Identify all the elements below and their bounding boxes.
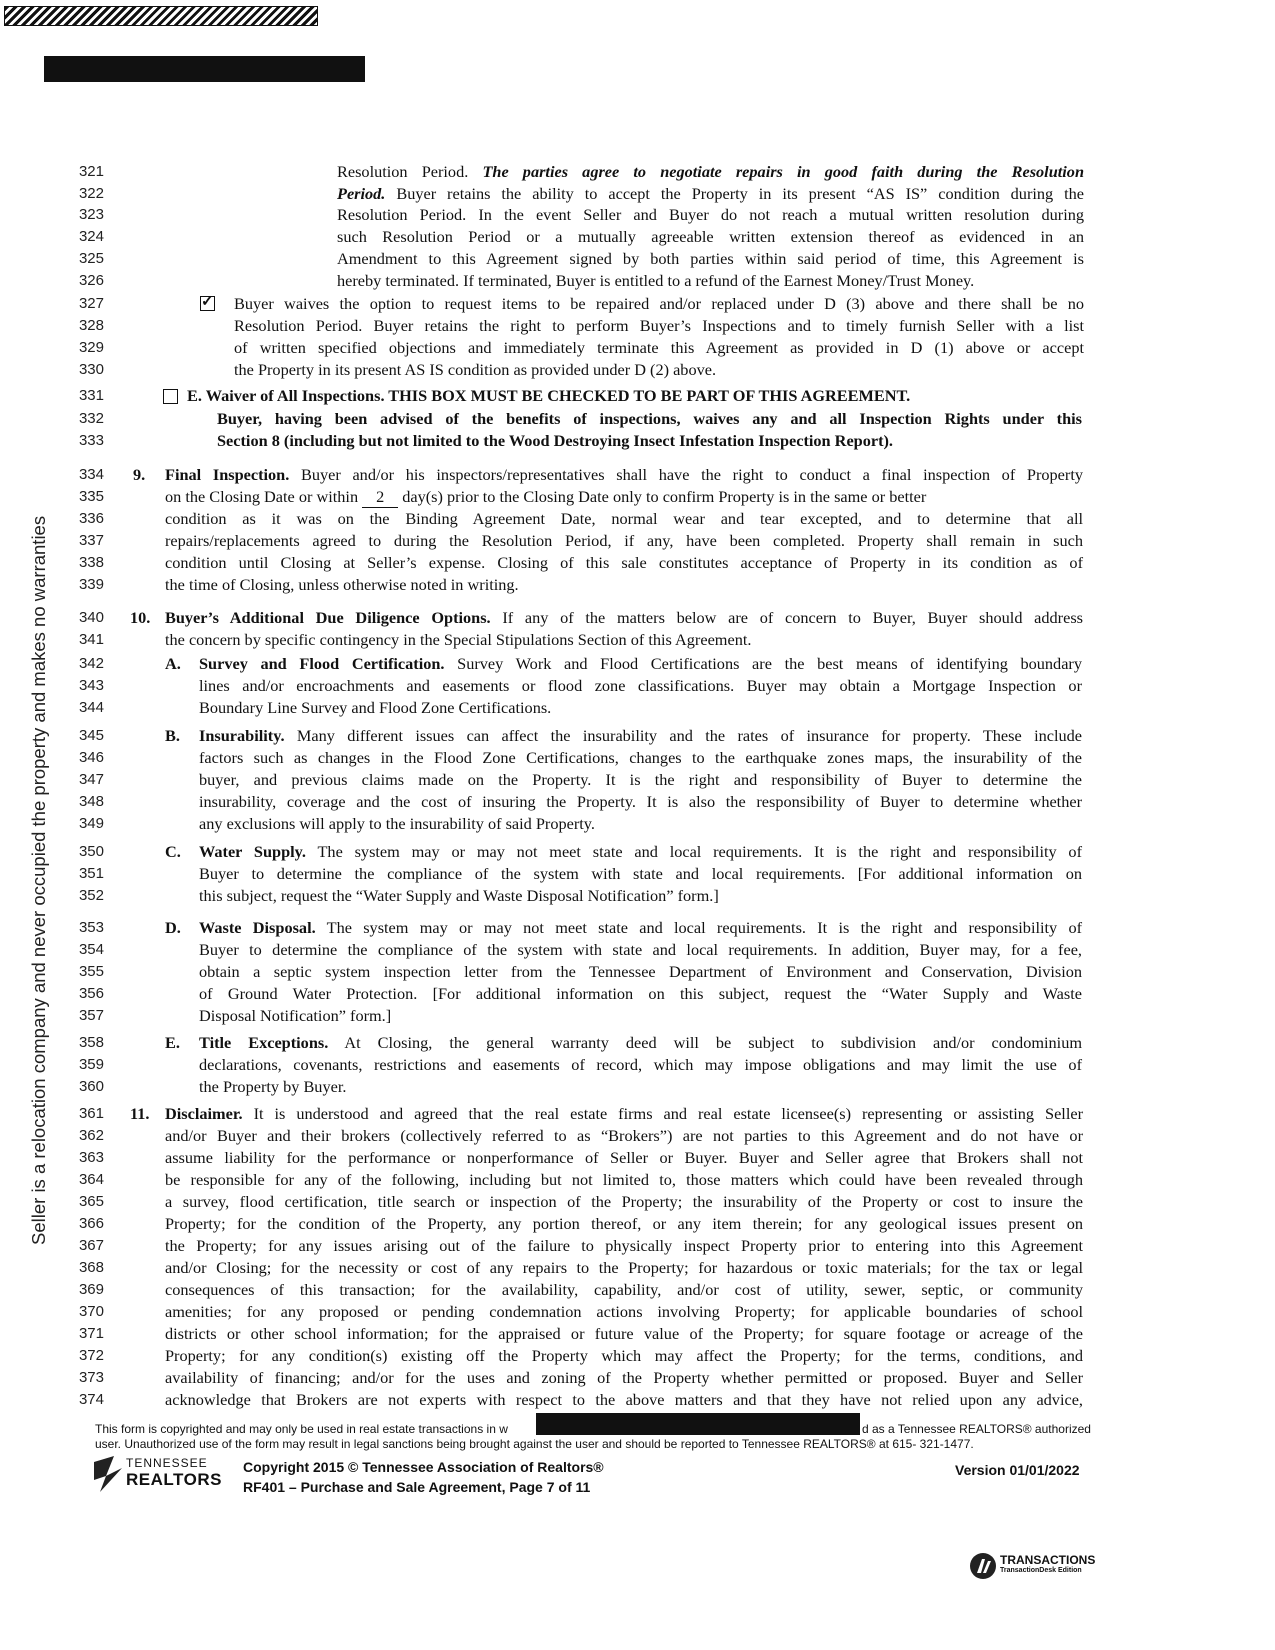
waiver-all-inspections-checkbox[interactable] [163, 389, 178, 404]
line-334-text: Final Inspection. Buyer and/or his inspectors/representatives shall have the right to conduct a final inspection of Property [165, 465, 1083, 484]
line-number: 340 [78, 609, 104, 626]
line-366-text: Property; for the condition of the Property, any portion thereof, or any item therein; for any geological issues present on [165, 1214, 1083, 1233]
line-number: 357 [78, 1007, 104, 1024]
transactions-logo [968, 1551, 1118, 1585]
line-number: 322 [78, 185, 104, 202]
line-number: 332 [78, 410, 104, 427]
line-number: 372 [78, 1347, 104, 1364]
line-number: 367 [78, 1237, 104, 1254]
line-343-text: lines and/or encroachments and easements or flood zone classifications. Buyer may obtain a Mortgage Inspection or [199, 676, 1082, 695]
line-number: 345 [78, 727, 104, 744]
line-332-text: Buyer, having been advised of the benefits of inspections, waives any and all Inspection Rights under this [217, 409, 1082, 428]
line-363-text: assume liability for the performance or nonperformance of Seller or Buyer. Buyer and Seller agree that Brokers shall not [165, 1148, 1083, 1167]
line-number: 352 [78, 887, 104, 904]
copyright-line: Copyright 2015 © Tennessee Association of Realtors® [243, 1459, 604, 1475]
line-369-text: consequences of this transaction; for the availability, capability, and/or cost of utility, sewer, septic, or community [165, 1280, 1083, 1299]
line-number: 358 [78, 1034, 104, 1051]
line-number: 328 [78, 317, 104, 334]
line-number: 359 [78, 1056, 104, 1073]
line-number: 339 [78, 576, 104, 593]
line-365-text: a survey, flood certification, title search or inspection of the Property; the insurability of the Property or cost to insure the [165, 1192, 1083, 1211]
line-333-text: Section 8 (including but not limited to the Wood Destroying Insect Infestation Inspection Report). [217, 431, 894, 450]
line-number: 347 [78, 771, 104, 788]
line-number: 348 [78, 793, 104, 810]
line-347-text: buyer, and previous claims made on the Property. It is the right and responsibility of Buyer to determine the [199, 770, 1082, 789]
section-10-number: 10. [130, 608, 151, 627]
line-number: 342 [78, 655, 104, 672]
redacted-footer-block [536, 1413, 860, 1435]
line-327-text: Buyer waives the option to request items to be repaired and/or replaced under D (3) above and there shall be no [234, 294, 1084, 313]
line-362-text: and/or Buyer and their brokers (collectively referred to as “Brokers”) are not parties to this Agreement and do not have or [165, 1126, 1083, 1145]
form-name: RF401 – Purchase and Sale Agreement, Page 7 of 11 [243, 1479, 591, 1495]
line-number: 346 [78, 749, 104, 766]
copyright-notice-line1-left: This form is copyrighted and may only be used in real estate transactions in w [95, 1422, 508, 1436]
line-number: 361 [78, 1105, 104, 1122]
line-356-text: of Ground Water Protection. [For additional information on this subject, request the “Water Supply and Waste [199, 984, 1082, 1003]
line-342-text: Survey and Flood Certification. Survey Work and Flood Certifications are the best means of identifying boundary [199, 654, 1082, 673]
line-number: 338 [78, 554, 104, 571]
line-359-text: declarations, covenants, restrictions and easements of record, which may impose obligations and may limit the use of [199, 1055, 1082, 1074]
line-353-text: Waste Disposal. The system may or may not meet state and local requirements. It is the right and responsibility of [199, 918, 1083, 937]
realtors-swoosh-icon [92, 1454, 126, 1494]
final-inspection-days-field[interactable]: 2 [362, 486, 398, 508]
line-329-text: of written specified objections and immediately terminate this Agreement as provided in D (1) above or accept [234, 338, 1084, 357]
line-367-text: the Property; for any issues arising out of the failure to physically inspect Property prior to entering into this Agreement [165, 1236, 1083, 1255]
line-number: 366 [78, 1215, 104, 1232]
line-number: 334 [78, 466, 104, 483]
line-373-text: availability of financing; and/or for the uses and zoning of the Property whether permitted or proposed. Buyer and Seller [165, 1368, 1083, 1387]
line-371-text: districts or other school information; for the appraised or future value of the Property; for square footage or acreage of the [165, 1324, 1083, 1343]
line-328-text: Resolution Period. Buyer retains the right to perform Buyer’s Inspections and to timely furnish Seller with a list [234, 316, 1084, 335]
section-9-number: 9. [133, 465, 146, 484]
line-340-text: Buyer’s Additional Due Diligence Options. If any of the matters below are of concern to Buyer, Buyer should address [165, 608, 1083, 627]
line-368-text: and/or Closing; for the necessity or cost of any repairs to the Property; for hazardous or toxic materials; for the tax or legal [165, 1258, 1083, 1277]
line-number: 355 [78, 963, 104, 980]
line-number: 356 [78, 985, 104, 1002]
subsection-c-letter: C. [165, 842, 181, 861]
line-350-text: Water Supply. The system may or may not meet state and local requirements. It is the right and responsibility of [199, 842, 1082, 861]
transactions-subtitle: TransactionDesk Edition [1000, 1567, 1082, 1574]
line-number: 335 [78, 488, 104, 505]
line-number: 350 [78, 843, 104, 860]
line-349-text: any exclusions will apply to the insurability of said Property. [199, 814, 595, 833]
line-number: 327 [78, 295, 104, 312]
redacted-header-block [44, 56, 365, 82]
line-364-text: be responsible for any of the following, including but not limited to, those matters which could have been revealed through [165, 1170, 1083, 1189]
subsection-b-letter: B. [165, 726, 180, 745]
line-354-text: Buyer to determine the compliance of the system with state and local requirements. In addition, Buyer may, for a fee, [199, 940, 1082, 959]
side-note: Seller is a relocation company and never occupied the property and makes no warranties [28, 515, 49, 1245]
line-360-text: the Property by Buyer. [199, 1077, 347, 1096]
line-number: 341 [78, 631, 104, 648]
line-number: 364 [78, 1171, 104, 1188]
line-number: 353 [78, 919, 104, 936]
subsection-a-letter: A. [165, 654, 181, 673]
tennessee-realtors-logo [92, 1454, 222, 1494]
line-348-text: insurability, coverage and the cost of insuring the Property. It is also the responsibility of Buyer to determine whether [199, 792, 1082, 811]
line-358-text: Title Exceptions. At Closing, the general warranty deed will be subject to subdivision and/or condominium [199, 1033, 1082, 1052]
line-number: 351 [78, 865, 104, 882]
line-370-text: amenities; for any proposed or pending condemnation actions involving Property; for applicable boundaries of school [165, 1302, 1083, 1321]
line-number: 323 [78, 206, 104, 223]
line-number: 325 [78, 250, 104, 267]
line-346-text: factors such as changes in the Flood Zone Certifications, changes to the earthquake zones maps, the insurability of the [199, 748, 1082, 767]
line-339-text: the time of Closing, unless otherwise noted in writing. [165, 575, 519, 594]
line-335-text: on the Closing Date or within 2 day(s) prior to the Closing Date only to confirm Property is in the same or better [165, 487, 927, 506]
line-number: 371 [78, 1325, 104, 1342]
subsection-e-letter: E. [165, 1033, 180, 1052]
line-323-text: Resolution Period. In the event Seller and Buyer do not reach a mutual written resolution during [337, 205, 1084, 224]
line-number: 368 [78, 1259, 104, 1276]
transactions-logo-icon [968, 1551, 998, 1581]
line-number: 349 [78, 815, 104, 832]
line-number: 336 [78, 510, 104, 527]
line-number: 344 [78, 699, 104, 716]
line-number: 370 [78, 1303, 104, 1320]
line-355-text: obtain a septic system inspection letter from the Tennessee Department of Environment and Conservation, Division [199, 962, 1082, 981]
line-344-text: Boundary Line Survey and Flood Zone Certifications. [199, 698, 552, 717]
line-361-text: Disclaimer. It is understood and agreed that the real estate firms and real estate licensee(s) representing or assisting Seller [165, 1104, 1083, 1123]
line-number: 369 [78, 1281, 104, 1298]
line-number: 337 [78, 532, 104, 549]
line-326-text: hereby terminated. If terminated, Buyer is entitled to a refund of the Earnest Money/Trust Money. [337, 271, 975, 290]
line-352-text: this subject, request the “Water Supply and Waste Disposal Notification” form.] [199, 886, 719, 905]
line-330-text: the Property in its present AS IS condition as provided under D (2) above. [234, 360, 717, 379]
line-374-text: acknowledge that Brokers are not experts with respect to the above matters and that they have not relied upon any advice, [165, 1390, 1083, 1409]
subsection-d-letter: D. [165, 918, 181, 937]
line-number: 374 [78, 1391, 104, 1408]
line-number: 321 [78, 163, 104, 180]
line-331-text: E. Waiver of All Inspections. THIS BOX MUST BE CHECKED TO BE PART OF THIS AGREEMENT. [187, 386, 911, 405]
line-336-text: condition as it was on the Binding Agreement Date, normal wear and tear excepted, and to determine that all [165, 509, 1083, 528]
copyright-notice-line1-right: d as a Tennessee REALTORS® authorized [862, 1422, 1091, 1436]
line-number: 365 [78, 1193, 104, 1210]
line-338-text: condition until Closing at Seller’s expense. Closing of this sale constitutes acceptance of Property in its condition as of [165, 553, 1083, 572]
line-325-text: Amendment to this Agreement signed by both parties within said period of time, this Agreement is [337, 249, 1084, 268]
line-number: 329 [78, 339, 104, 356]
line-number: 360 [78, 1078, 104, 1095]
line-351-text: Buyer to determine the compliance of the system with state and local requirements. [For additional information on [199, 864, 1082, 883]
line-321-text: Resolution Period. The parties agree to negotiate repairs in good faith during the Resolution [337, 162, 1085, 181]
line-number: 330 [78, 361, 104, 378]
line-335-rest: day(s) prior to the Closing Date only to confirm Property is in the same or better [402, 487, 927, 506]
line-number: 331 [78, 387, 104, 404]
line-number: 333 [78, 432, 104, 449]
version-label: Version 01/01/2022 [955, 1462, 1080, 1478]
waive-repair-request-checkbox[interactable] [200, 296, 215, 311]
line-number: 362 [78, 1127, 104, 1144]
line-337-text: repairs/replacements agreed to during the Resolution Period, if any, have been completed. Property shall remain in such [165, 531, 1083, 550]
line-number: 354 [78, 941, 104, 958]
line-341-text: the concern by specific contingency in the Special Stipulations Section of this Agreement. [165, 630, 752, 649]
logo-text-bottom: REALTORS [126, 1470, 222, 1489]
line-number: 343 [78, 677, 104, 694]
line-324-text: such Resolution Period or a mutually agreeable written extension thereof as evidenced in an [337, 227, 1084, 246]
redacted-header-strip [4, 6, 318, 26]
line-number: 326 [78, 272, 104, 289]
transactions-title: TRANSACTIONS [1000, 1553, 1096, 1567]
line-357-text: Disposal Notification” form.] [199, 1006, 392, 1025]
section-11-number: 11. [130, 1104, 150, 1123]
line-number: 373 [78, 1369, 104, 1386]
line-number: 324 [78, 228, 104, 245]
line-345-text: Insurability. Many different issues can affect the insurability and the rates of insurance for property. These include [199, 726, 1082, 745]
line-number: 363 [78, 1149, 104, 1166]
logo-text-top: TENNESSEE [126, 1456, 208, 1470]
copyright-notice-line2: user. Unauthorized use of the form may result in legal sanctions being brought against the user and should be reported to Tennessee REALTORS® at 615- 321-1477. [95, 1437, 974, 1451]
line-322-text: Period. Buyer retains the ability to accept the Property in its present “AS IS” condition during the [337, 184, 1084, 203]
line-372-text: Property; for any condition(s) existing off the Property which may affect the Property; for the terms, conditions, and [165, 1346, 1083, 1365]
